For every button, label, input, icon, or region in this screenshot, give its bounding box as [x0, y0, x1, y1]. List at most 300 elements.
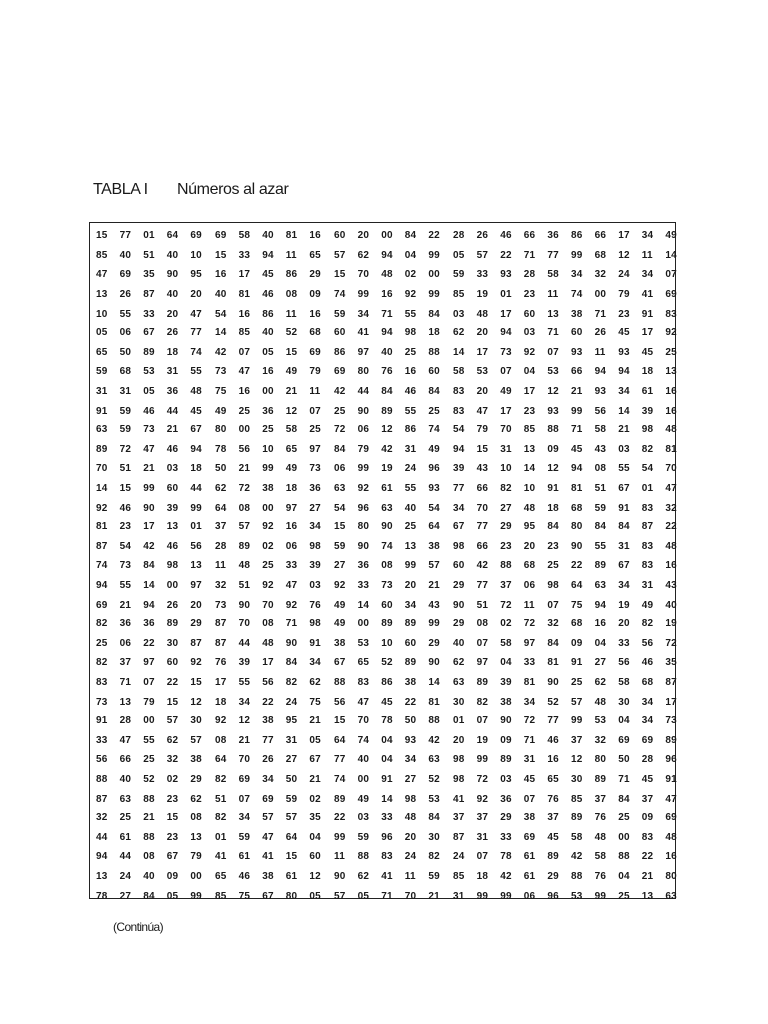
random-number: 04: [500, 657, 512, 669]
random-number: 45: [523, 774, 536, 786]
random-number: 84: [547, 521, 559, 532]
random-number: 54: [428, 502, 440, 514]
random-number: 91: [96, 405, 108, 417]
random-number: 11: [285, 249, 297, 261]
random-number: 36: [309, 483, 321, 495]
random-number: 98: [309, 540, 321, 552]
random-number: 18: [476, 871, 489, 883]
random-number: 98: [547, 580, 559, 592]
random-number: 33: [285, 560, 298, 572]
random-number: 71: [618, 774, 630, 786]
random-number: 89: [381, 405, 393, 417]
random-number: 42: [428, 734, 440, 746]
random-number: 93: [618, 346, 630, 358]
random-number: 73: [215, 599, 227, 611]
random-number: 94: [594, 599, 607, 611]
number-group: [96, 596, 214, 615]
random-number: 42: [500, 871, 512, 883]
random-number: 59: [119, 405, 132, 417]
random-number: 41: [381, 871, 393, 883]
random-number: 63: [453, 677, 465, 689]
table-row: [90, 420, 675, 439]
random-number: 05: [453, 249, 465, 261]
number-group: [215, 265, 333, 284]
random-number: 88: [143, 793, 155, 805]
random-number: 24: [404, 851, 417, 863]
random-number: 20: [190, 599, 202, 611]
random-number: 82: [215, 812, 227, 823]
number-group: [571, 305, 689, 324]
number-group: [96, 285, 214, 304]
random-number: 58: [285, 424, 298, 435]
random-number: 31: [641, 580, 654, 592]
number-group: [96, 847, 214, 866]
random-number: 22: [428, 230, 440, 241]
random-number: 72: [523, 715, 536, 726]
random-number: 56: [262, 677, 274, 689]
random-number: 78: [381, 715, 393, 726]
random-number: 36: [166, 386, 179, 398]
random-number: 34: [641, 715, 654, 726]
number-group: [453, 596, 571, 615]
random-number: 43: [428, 599, 440, 611]
random-number: 03: [309, 580, 321, 592]
random-number: 89: [166, 618, 179, 629]
random-number: 38: [428, 540, 440, 552]
random-number: 46: [238, 871, 251, 883]
random-number: 18: [428, 327, 440, 338]
random-number: 25: [119, 812, 132, 823]
random-number: 39: [238, 657, 251, 669]
random-number: 89: [594, 560, 607, 572]
random-number: 04: [594, 637, 607, 649]
number-group: [334, 420, 452, 439]
random-number: 04: [523, 366, 536, 378]
random-number: 14: [428, 677, 440, 689]
random-number: 59: [357, 831, 370, 843]
random-number: 28: [641, 754, 654, 766]
random-number: 85: [96, 249, 108, 261]
random-number: 03: [500, 774, 512, 786]
random-number: 44: [357, 386, 370, 398]
table-row: [90, 226, 675, 245]
number-group: [453, 246, 571, 265]
random-number: 94: [500, 327, 512, 338]
random-number: 30: [166, 637, 179, 649]
random-number: 21: [571, 386, 583, 398]
random-number: 31: [453, 890, 465, 902]
random-number: 01: [500, 289, 512, 301]
random-number: 79: [476, 424, 489, 435]
number-group: [334, 576, 452, 595]
random-number: 04: [618, 715, 630, 726]
random-number: 81: [428, 696, 440, 708]
random-number: 88: [571, 871, 583, 883]
random-number: 41: [357, 327, 370, 338]
random-number: 54: [641, 463, 654, 475]
random-number: 15: [190, 677, 202, 689]
random-number: 76: [547, 793, 559, 805]
number-group: [571, 867, 689, 886]
random-number: 13: [190, 560, 202, 572]
random-number: 55: [190, 366, 202, 378]
random-number: 79: [143, 696, 155, 708]
random-number: 34: [404, 599, 417, 611]
random-number: 38: [523, 812, 536, 823]
random-number: 83: [641, 831, 654, 843]
number-group: [571, 402, 689, 421]
random-number: 88: [357, 851, 370, 863]
random-number: 66: [594, 230, 607, 241]
random-number: 07: [476, 637, 489, 649]
random-number: 00: [166, 580, 179, 592]
number-group: [96, 246, 214, 265]
random-number: 69: [523, 831, 536, 843]
random-number: 70: [476, 502, 489, 514]
random-number: 90: [453, 599, 465, 611]
random-number: 35: [665, 657, 677, 669]
number-group: [453, 828, 571, 847]
random-number: 77: [476, 521, 489, 532]
random-number: 82: [500, 483, 512, 495]
random-number: 83: [641, 502, 654, 514]
random-number: 29: [500, 521, 512, 532]
random-number: 00: [594, 289, 607, 301]
random-number: 86: [334, 346, 346, 358]
number-block: [90, 711, 675, 810]
random-number: 98: [166, 560, 179, 572]
random-number: 92: [357, 483, 370, 495]
random-number: 92: [190, 657, 202, 669]
random-number: 57: [428, 560, 440, 572]
random-number: 60: [166, 483, 179, 495]
number-group: [571, 343, 689, 362]
random-number: 86: [381, 677, 393, 689]
number-group: [334, 246, 452, 265]
random-number: 82: [215, 774, 227, 786]
table-row: [90, 382, 675, 401]
number-group: [453, 750, 571, 769]
number-group: [334, 556, 452, 575]
random-number: 61: [523, 851, 536, 863]
random-number: 92: [285, 599, 298, 611]
random-number: 21: [285, 386, 298, 398]
random-number: 47: [190, 308, 202, 320]
random-number: 06: [523, 580, 536, 592]
table-row: [90, 440, 675, 459]
random-number: 86: [571, 230, 583, 241]
number-group: [215, 226, 333, 245]
number-group: [96, 790, 214, 809]
random-number: 69: [618, 734, 630, 746]
random-number: 69: [665, 812, 677, 823]
random-number: 72: [523, 618, 536, 629]
random-number: 56: [334, 696, 346, 708]
random-number: 06: [119, 637, 132, 649]
random-number: 11: [285, 308, 297, 320]
random-number: 58: [238, 230, 251, 241]
random-number: 83: [641, 560, 654, 572]
number-group: [571, 362, 689, 381]
random-number: 00: [357, 618, 370, 629]
random-number: 48: [476, 308, 489, 320]
random-number: 92: [262, 521, 274, 532]
table-row: [90, 596, 675, 615]
random-number: 46: [119, 502, 132, 514]
random-number: 61: [119, 831, 132, 843]
random-number: 20: [357, 230, 370, 241]
number-group: [334, 867, 452, 886]
random-number: 34: [571, 269, 583, 281]
random-number: 69: [665, 289, 677, 301]
random-number: 49: [357, 793, 370, 805]
random-number: 36: [262, 405, 274, 417]
random-number: 28: [119, 715, 132, 726]
random-number: 60: [166, 657, 179, 669]
table-row: [90, 828, 675, 847]
random-number: 99: [404, 560, 417, 572]
random-number: 14: [381, 793, 393, 805]
table-row: [90, 770, 675, 789]
random-number: 67: [262, 890, 274, 902]
random-number: 06: [285, 540, 298, 552]
number-group: [215, 576, 333, 595]
random-number: 99: [476, 890, 489, 902]
random-number: 55: [238, 677, 251, 689]
random-number: 45: [381, 696, 393, 708]
random-number: 85: [453, 289, 465, 301]
number-group: [215, 246, 333, 265]
random-number: 77: [190, 327, 202, 338]
random-number: 56: [641, 637, 654, 649]
random-number: 00: [618, 831, 630, 843]
random-number: 68: [571, 618, 583, 629]
number-block: [90, 226, 675, 325]
random-number: 42: [381, 443, 393, 455]
random-number: 29: [500, 812, 512, 823]
number-group: [334, 711, 452, 730]
number-group: [571, 576, 689, 595]
random-number: 90: [500, 715, 512, 726]
random-number: 20: [476, 386, 489, 398]
random-number: 74: [334, 289, 346, 301]
table-row: [90, 711, 675, 730]
random-number: 19: [665, 618, 677, 629]
random-number: 84: [428, 308, 440, 320]
random-number: 02: [262, 540, 274, 552]
random-number: 97: [357, 346, 370, 358]
random-number: 87: [190, 637, 202, 649]
number-group: [334, 382, 452, 401]
random-number: 56: [190, 540, 202, 552]
random-number: 97: [190, 580, 202, 592]
random-number: 08: [238, 502, 251, 514]
random-number: 81: [238, 289, 251, 301]
random-number: 60: [334, 230, 346, 241]
number-group: [334, 305, 452, 324]
random-number: 90: [547, 677, 559, 689]
random-number: 38: [190, 754, 202, 766]
number-group: [96, 459, 214, 478]
random-number: 20: [523, 540, 536, 552]
random-number: 46: [166, 443, 179, 455]
random-number: 69: [190, 230, 202, 241]
random-number: 05: [357, 890, 370, 902]
number-group: [571, 479, 689, 498]
random-number: 51: [594, 483, 607, 495]
random-number: 57: [334, 249, 346, 261]
number-group: [96, 673, 214, 692]
random-number: 21: [618, 424, 630, 435]
random-number: 61: [381, 483, 393, 495]
random-number: 09: [500, 734, 512, 746]
random-number: 83: [357, 677, 370, 689]
random-number: 27: [404, 774, 417, 786]
random-number: 37: [476, 812, 489, 823]
random-number: 25: [404, 521, 417, 532]
random-number: 02: [309, 793, 321, 805]
random-number: 15: [119, 483, 132, 495]
random-number: 85: [453, 871, 465, 883]
random-number: 65: [547, 774, 559, 786]
random-number: 93: [594, 386, 607, 398]
random-number: 55: [119, 580, 132, 592]
random-number: 33: [238, 249, 251, 261]
random-number: 38: [262, 715, 274, 726]
random-number: 60: [404, 637, 417, 649]
random-number: 09: [309, 289, 321, 301]
number-group: [215, 382, 333, 401]
random-number: 57: [190, 734, 202, 746]
random-number: 90: [143, 502, 155, 514]
number-group: [334, 596, 452, 615]
random-number: 15: [285, 346, 298, 358]
number-group: [96, 382, 214, 401]
random-number: 56: [618, 657, 630, 669]
table-row: [90, 305, 675, 324]
random-number: 93: [428, 483, 440, 495]
random-number: 07: [476, 851, 489, 863]
random-number: 17: [500, 405, 512, 417]
random-number: 25: [334, 405, 346, 417]
random-number: 22: [143, 637, 155, 649]
number-group: [453, 459, 571, 478]
random-number: 04: [381, 754, 393, 766]
random-number: 25: [547, 560, 559, 572]
random-number: 63: [334, 483, 346, 495]
random-number: 56: [96, 754, 108, 766]
random-number: 77: [262, 734, 274, 746]
number-group: [571, 537, 689, 556]
random-number: 78: [96, 890, 108, 902]
random-number: 89: [143, 346, 155, 358]
number-group: [453, 576, 571, 595]
random-number: 83: [665, 308, 677, 320]
random-number: 57: [476, 249, 489, 261]
random-number: 84: [618, 793, 630, 805]
number-group: [453, 362, 571, 381]
random-number: 92: [96, 502, 108, 514]
random-number: 49: [215, 405, 227, 417]
number-group: [334, 285, 452, 304]
random-number: 13: [119, 696, 132, 708]
random-number: 13: [96, 289, 108, 301]
random-number: 21: [428, 580, 440, 592]
random-number: 97: [143, 657, 155, 669]
random-number: 73: [96, 696, 108, 708]
random-number: 71: [381, 890, 393, 902]
table-row: [90, 847, 675, 866]
random-number: 83: [453, 386, 465, 398]
random-number: 59: [453, 269, 465, 281]
random-number: 51: [215, 793, 227, 805]
random-number: 20: [404, 580, 417, 592]
random-number: 59: [238, 831, 251, 843]
random-number: 84: [594, 521, 607, 532]
random-number: 71: [381, 308, 393, 320]
table-caption: Números al azar: [177, 181, 289, 198]
random-number: 04: [618, 871, 630, 883]
random-number: 86: [285, 269, 298, 281]
random-number: 31: [476, 831, 489, 843]
number-group: [96, 479, 214, 498]
random-number: 25: [96, 637, 108, 649]
random-number: 79: [618, 289, 630, 301]
number-group: [96, 537, 214, 556]
random-number: 74: [190, 346, 202, 358]
random-number: 77: [119, 230, 132, 241]
random-number: 98: [404, 327, 417, 338]
random-number: 89: [96, 443, 108, 455]
random-number: 99: [190, 502, 202, 514]
random-number: 99: [143, 483, 155, 495]
random-number: 47: [143, 443, 155, 455]
random-number: 46: [166, 540, 179, 552]
random-number: 40: [665, 599, 677, 611]
number-group: [571, 634, 689, 653]
random-number: 33: [500, 831, 512, 843]
random-number: 88: [618, 851, 630, 863]
random-number: 19: [618, 599, 630, 611]
number-group: [571, 808, 689, 827]
random-number: 99: [262, 463, 274, 475]
random-number: 37: [119, 657, 132, 669]
table-row: [90, 323, 675, 342]
random-number: 25: [309, 424, 321, 435]
random-number: 72: [238, 483, 251, 495]
random-number: 81: [285, 230, 298, 241]
random-number: 34: [618, 580, 630, 592]
random-number: 07: [238, 793, 251, 805]
random-number: 88: [547, 424, 559, 435]
random-number: 15: [334, 269, 346, 281]
table-row: [90, 402, 675, 421]
random-number: 04: [309, 831, 321, 843]
number-group: [453, 499, 571, 518]
random-number: 33: [523, 657, 536, 669]
random-number: 99: [476, 754, 489, 766]
number-group: [215, 750, 333, 769]
random-number: 00: [357, 774, 370, 786]
random-number: 50: [618, 754, 630, 766]
random-number: 25: [618, 812, 630, 823]
number-group: [215, 693, 333, 712]
random-number: 99: [428, 618, 440, 629]
random-number: 57: [166, 715, 179, 726]
random-number: 64: [334, 734, 346, 746]
random-number: 92: [476, 793, 489, 805]
random-number: 82: [96, 657, 108, 669]
